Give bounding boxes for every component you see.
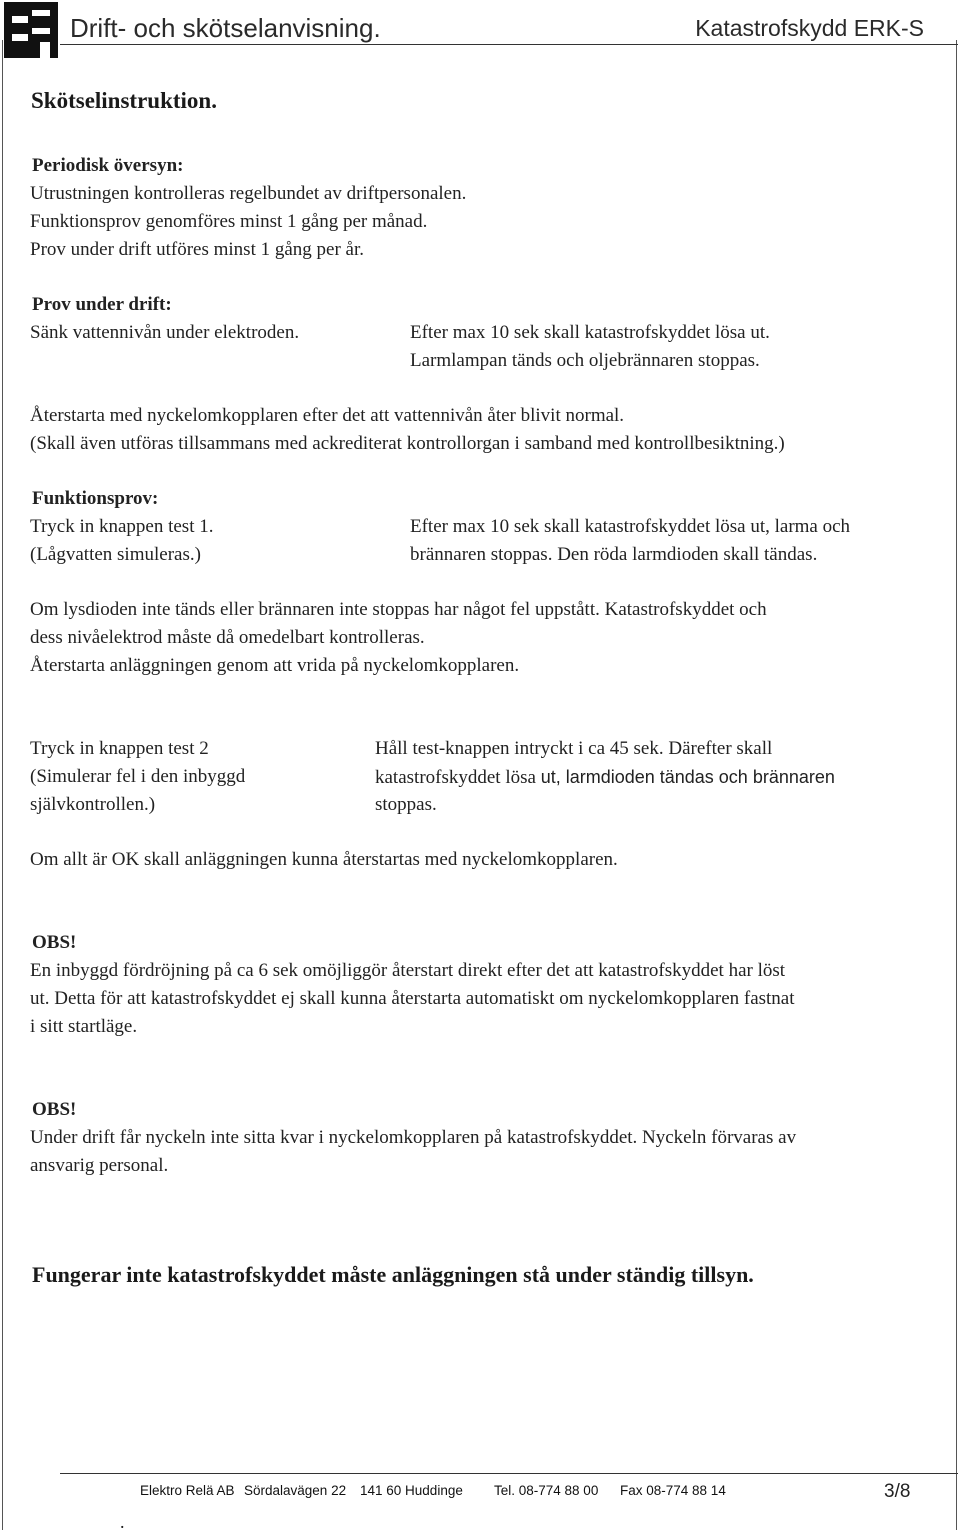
function-test-note: Återstarta anläggningen genom att vrida på nyckelomkopplaren.: [30, 655, 520, 676]
function-test-result: brännaren stoppas. Den röda larmdioden skall tändas.: [410, 544, 818, 565]
test2-note: Om allt är OK skall anläggningen kunna återstartas med nyckelomkopplaren.: [30, 849, 618, 870]
obs-text: ut. Detta för att katastrofskyddet ej skall kunna återstarta automatiskt om nyckelomkopplaren fastnat: [30, 988, 795, 1009]
obs-text: i sitt startläge.: [30, 1016, 138, 1037]
function-test-step: Tryck in knappen test 1.: [30, 516, 214, 537]
footer-address: Sördalavägen 22: [244, 1483, 347, 1498]
obs-heading: OBS!: [32, 932, 77, 953]
test2-result-sans: ut, larmdioden tändas och brännaren: [540, 767, 835, 787]
operation-test-result: Efter max 10 sek skall katastrofskyddet lösa ut.: [410, 322, 770, 343]
obs-text: En inbyggd fördröjning på ca 6 sek omöjliggör återstart direkt efter det att katastrofskyddet har löst: [30, 960, 786, 981]
function-test-note: Om lysdioden inte tänds eller brännaren inte stoppas har något fel uppstått. Katastrofskyddet och: [30, 599, 767, 620]
operation-test-result: Larmlampan tänds och oljebrännaren stoppas.: [410, 350, 760, 371]
function-test-heading: Funktionsprov:: [32, 488, 159, 509]
periodic-heading: Periodisk översyn:: [32, 155, 184, 176]
footer-company: Elektro Relä AB: [140, 1483, 235, 1498]
page-title: Skötselinstruktion.: [31, 88, 217, 113]
document-title: Drift- och skötselanvisning.: [70, 13, 381, 43]
footer-fax: Fax 08-774 88 14: [620, 1483, 726, 1498]
operation-test-heading: Prov under drift:: [32, 294, 172, 315]
restart-instruction: Återstarta med nyckelomkopplaren efter det att vattennivån åter blivit normal.: [30, 405, 625, 426]
test2-result: stoppas.: [375, 794, 437, 815]
page-border-left: [2, 40, 3, 1530]
page-border-right: [956, 40, 957, 1530]
page-number: 3/8: [884, 1481, 911, 1502]
header-rule: [60, 44, 958, 45]
test2-result-serif: katastrofskyddet lösa: [375, 767, 541, 788]
periodic-line: Prov under drift utföres minst 1 gång per år.: [30, 239, 365, 260]
function-test-result: Efter max 10 sek skall katastrofskyddet lösa ut, larma och: [410, 516, 851, 537]
obs-text: ansvarig personal.: [30, 1155, 169, 1176]
obs-text: Under drift får nyckeln inte sitta kvar i nyckelomkopplaren på katastrofskyddet. Nyckeln förvaras av: [30, 1127, 797, 1148]
test2-step: självkontrollen.): [30, 794, 156, 815]
restart-instruction: (Skall även utföras tillsammans med ackrediterat kontrollorgan i samband med kontrollbesiktning.): [30, 433, 785, 454]
company-logo: [4, 2, 58, 58]
periodic-line: Utrustningen kontrolleras regelbundet av driftpersonalen.: [30, 183, 467, 204]
test2-step: Tryck in knappen test 2: [30, 738, 209, 759]
periodic-line: Funktionsprov genomföres minst 1 gång per månad.: [30, 211, 428, 232]
footer-postal: 141 60 Huddinge: [360, 1483, 463, 1498]
test2-result: [375, 763, 835, 792]
supervision-warning: Fungerar inte katastrofskyddet måste anläggningen stå under ständig tillsyn.: [32, 1262, 754, 1287]
obs-heading: OBS!: [32, 1099, 77, 1120]
operation-test-step: Sänk vattennivån under elektroden.: [30, 322, 300, 343]
product-name: Katastrofskydd ERK-S: [695, 15, 924, 41]
function-test-note: dess nivåelektrod måste då omedelbart kontrolleras.: [30, 627, 425, 648]
test2-result: Håll test-knappen intryckt i ca 45 sek. Därefter skall: [375, 738, 773, 759]
function-test-step: (Lågvatten simuleras.): [30, 544, 201, 565]
footer-dot: .: [120, 1512, 125, 1532]
footer-phone: Tel. 08-774 88 00: [494, 1483, 599, 1498]
test2-step: (Simulerar fel i den inbyggd: [30, 766, 246, 787]
footer-rule: [60, 1473, 958, 1474]
